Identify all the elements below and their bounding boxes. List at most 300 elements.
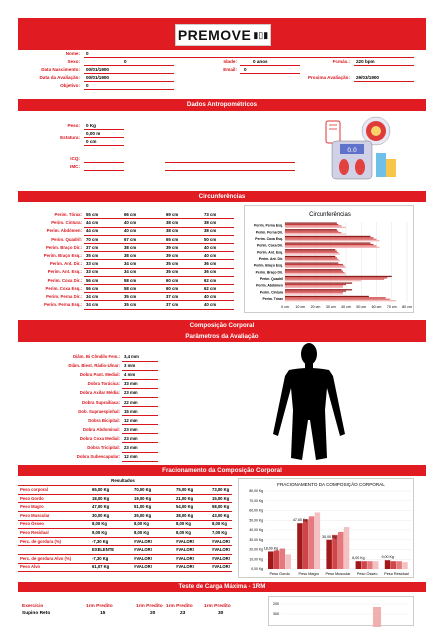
circ-cell: 44 cm bbox=[86, 228, 99, 234]
circ-cell: 33 cm bbox=[86, 261, 99, 267]
frac-ytick: 40,00 Kg bbox=[249, 528, 263, 533]
circ-bar bbox=[285, 291, 346, 292]
frac-cell: 65,00 Kg bbox=[92, 487, 110, 492]
circ-bar bbox=[285, 273, 346, 274]
circ-cell: 35 cm bbox=[124, 294, 137, 299]
rm-exercise-value: Supino Reto bbox=[22, 611, 51, 616]
circ-category-label: Perim. Cintura bbox=[259, 290, 283, 295]
circ-row-label: Perim. Tórax: bbox=[54, 212, 82, 217]
circ-cell: 40 cm bbox=[204, 294, 217, 299]
frac-ytick: 20,00 Kg bbox=[249, 547, 263, 552]
frac-row-line bbox=[18, 571, 232, 572]
frac-row-label: Peso Ósseo bbox=[20, 521, 44, 527]
comp-row-label: Dob. Supraespinhal: bbox=[78, 408, 120, 414]
frac-bar bbox=[268, 551, 274, 569]
circ-bar bbox=[285, 300, 396, 301]
frac-cell: 30,00 Kg bbox=[92, 512, 110, 518]
rm-pred-value: 30 bbox=[218, 611, 224, 616]
nome-label: Nome: bbox=[65, 51, 80, 56]
frac-bar bbox=[367, 561, 373, 569]
comp-row-label: Dobra Pant. Medial: bbox=[79, 372, 120, 378]
peso-label: Peso: bbox=[67, 123, 80, 128]
circ-cell: 40 cm bbox=[204, 253, 217, 258]
circ-cell: 60 cm bbox=[166, 277, 179, 283]
circ-category-label: Perim. Coxa Dir. bbox=[256, 243, 283, 248]
circ-category-label: Perim. Abdómen bbox=[256, 283, 283, 288]
circ-bar bbox=[285, 223, 337, 224]
circ-bar bbox=[285, 224, 338, 225]
frac-cell: #VALOR! bbox=[212, 538, 231, 544]
rm-chart bbox=[268, 596, 414, 626]
circ-row-label: Perim. Perna Esq.: bbox=[44, 302, 82, 308]
frac-cell: #VALOR! bbox=[134, 547, 153, 553]
logo-text: PREMOVE bbox=[177, 27, 252, 43]
circ-cell: 35 cm bbox=[166, 261, 179, 267]
circ-cell: 55 cm bbox=[86, 212, 99, 217]
antropo-header: Dados Antropométricos bbox=[18, 99, 426, 111]
circ-bar bbox=[285, 253, 340, 254]
rm-pred-label: 1rm Predito bbox=[86, 604, 113, 609]
frac-ytick: 50,00 Kg bbox=[249, 518, 263, 523]
circ-xtick: 80 cm bbox=[402, 305, 412, 309]
circ-bar bbox=[285, 289, 352, 290]
frac-cell: 8,00 Kg bbox=[176, 521, 191, 527]
circ-cell: 35 cm bbox=[124, 302, 137, 308]
circ-bar bbox=[285, 251, 337, 252]
frac-ytick: 30,00 Kg bbox=[249, 537, 263, 542]
circ-row-line bbox=[84, 276, 234, 277]
imc-underline bbox=[84, 170, 124, 171]
frac-data-label: 9,00 Kg bbox=[381, 555, 394, 560]
circ-bar bbox=[285, 227, 346, 228]
comp-row-line bbox=[122, 361, 158, 362]
comp-title: Composição Corporal bbox=[189, 322, 255, 329]
frac-cell: EXELENTE bbox=[92, 547, 115, 553]
frac-cell: 19,00 Kg bbox=[134, 495, 152, 501]
fcmax-value: 220 bpm bbox=[356, 59, 375, 64]
frac-cell: #VALOR! bbox=[176, 564, 195, 570]
comp-row-label: Dobra Subescapular: bbox=[76, 454, 120, 460]
obj-label: Objetivo: bbox=[60, 83, 80, 88]
frac-bar bbox=[344, 527, 350, 569]
circ-bar bbox=[285, 284, 346, 285]
frac-data-label: 18,00 Kg bbox=[263, 546, 279, 551]
frac-cell: -7,30 Kg bbox=[92, 555, 109, 561]
comp-row-line bbox=[122, 442, 158, 443]
circ-bar bbox=[285, 271, 343, 272]
comp-row-line bbox=[122, 433, 158, 434]
obj-underline bbox=[84, 89, 174, 90]
circ-bar bbox=[285, 292, 343, 293]
circ-cell: 38 cm bbox=[166, 220, 179, 226]
circ-cell: 34 cm bbox=[86, 294, 99, 299]
circ-row-label: Perim. Cintura: bbox=[51, 220, 82, 226]
estatura-m-underline bbox=[84, 137, 124, 138]
scale-illustration bbox=[318, 113, 398, 181]
rm-exercise-label: Exercício bbox=[22, 604, 44, 609]
circ-cell: 37 cm bbox=[166, 294, 179, 299]
circ-row-label: Perim. Quadril: bbox=[51, 236, 82, 242]
idade-label: Idade: bbox=[223, 59, 237, 64]
frac-row-label: Peso corporal bbox=[20, 487, 48, 492]
circ-category-label: Perim. Tórax bbox=[262, 296, 283, 301]
circ-category-label: Perim. Braço Dir. bbox=[255, 270, 283, 275]
nasc-value: 00/01/1900 bbox=[86, 67, 109, 72]
imc-desc-underline bbox=[165, 170, 295, 171]
barbell-icon: ▮▯▮ bbox=[253, 29, 269, 40]
circ-bar bbox=[285, 232, 341, 233]
circ-bar bbox=[285, 287, 343, 288]
frac-cell: #VALOR! bbox=[212, 547, 231, 553]
circ-row-line bbox=[84, 218, 234, 219]
frac-ytick: 10,00 Kg bbox=[249, 557, 263, 562]
frac-cell: 8,00 Kg bbox=[92, 521, 107, 527]
frac-cell: 61,07 Kg bbox=[92, 564, 110, 570]
circ-cell: 56 cm bbox=[86, 277, 99, 283]
circ-row-label: Perim. Ant. Esq.: bbox=[47, 269, 82, 275]
circ-bar bbox=[285, 225, 341, 226]
frac-cell: 8,00 Kg bbox=[134, 530, 149, 535]
circ-row-label: Perim. Perna Dir.: bbox=[46, 294, 82, 299]
circ-cell: 38 cm bbox=[124, 244, 137, 250]
imc-label: IMC: bbox=[70, 164, 80, 169]
frac-category-label: Peso Muscular bbox=[325, 572, 351, 576]
estatura-cm-underline bbox=[84, 145, 124, 146]
circ-cell: 38 cm bbox=[204, 220, 217, 226]
circ-row-label: Perim. Ant. Dir.: bbox=[49, 261, 82, 267]
circ-bar bbox=[285, 231, 338, 232]
circ-row-label: Perim. Abdómen: bbox=[46, 228, 82, 234]
rm-ytick: 200 bbox=[273, 602, 279, 607]
frac-cell: 21,00 Kg bbox=[176, 495, 194, 501]
frac-row-line bbox=[18, 520, 232, 521]
frac-row-line bbox=[18, 528, 232, 529]
circ-category-label: Perim. Ant. Dir. bbox=[258, 256, 283, 261]
comp-row-value: 23 mm bbox=[124, 390, 138, 396]
circ-xtick: 10 cm bbox=[295, 305, 306, 309]
prox-underline bbox=[354, 81, 414, 82]
frac-cell: 7,00 Kg bbox=[212, 530, 227, 535]
aval-underline bbox=[84, 81, 174, 82]
comp-row-label: Dobra Tricipital: bbox=[87, 445, 120, 450]
results-label: Resultados bbox=[111, 478, 135, 483]
circ-xtick: 60 cm bbox=[371, 305, 382, 309]
icq-desc-underline bbox=[165, 162, 295, 163]
circ-bar bbox=[285, 293, 343, 294]
circ-cell: 50 cm bbox=[204, 236, 217, 242]
circ-bar bbox=[285, 297, 386, 298]
circ-cell: 62 cm bbox=[204, 285, 217, 291]
nasc-label: Data Nascimento: bbox=[41, 67, 80, 72]
rm-pred-label: 1rm Predito bbox=[166, 604, 193, 609]
comp-row-line bbox=[122, 379, 158, 380]
circ-cell: 40 cm bbox=[204, 302, 217, 308]
comp-row-label: Dobra Coxa Medial: bbox=[79, 435, 120, 441]
circ-bar bbox=[285, 267, 346, 268]
logo-box bbox=[175, 24, 271, 46]
circ-category-label: Perim. Ant. Esq. bbox=[257, 250, 283, 255]
circ-cell: 65 cm bbox=[166, 236, 179, 242]
email-value: 0 bbox=[244, 67, 247, 72]
estatura-cm-value: 0 cm bbox=[86, 139, 97, 144]
rm-ytick: 300 bbox=[273, 612, 279, 617]
frac-row-line bbox=[18, 563, 232, 564]
frac-cell: #VALOR! bbox=[212, 555, 231, 561]
circ-category-label: Perim. Perna Esq. bbox=[254, 223, 283, 228]
frac-cell: 35,00 Kg bbox=[134, 512, 152, 518]
circ-row-line bbox=[84, 259, 234, 260]
circ-bar bbox=[285, 272, 344, 273]
circ-bar bbox=[285, 245, 377, 246]
circ-bar bbox=[285, 265, 344, 266]
circ-cell: 34 cm bbox=[86, 302, 99, 308]
comp-row-line bbox=[122, 397, 158, 398]
idade-value: 0 anos bbox=[253, 59, 268, 64]
comp-subtitle: Parâmetros da Avaliação bbox=[185, 333, 259, 340]
circ-cell: 33 cm bbox=[86, 269, 99, 275]
circ-xtick: 70 cm bbox=[386, 305, 397, 309]
peso-underline bbox=[84, 129, 124, 130]
frac-cell: 73,00 Kg bbox=[212, 487, 230, 492]
circ-bar bbox=[285, 283, 352, 284]
frac-header: Fracionamento da Composição Corporal bbox=[18, 465, 426, 476]
circ-cell: 69 cm bbox=[166, 212, 179, 217]
circ-bar bbox=[285, 296, 369, 297]
frac-bar bbox=[373, 561, 379, 569]
circ-bar bbox=[285, 269, 341, 270]
comp-row-value: 3 mm bbox=[124, 363, 136, 369]
comp-row-value: 4 mm bbox=[124, 372, 136, 378]
circ-header: Circunferências bbox=[18, 191, 426, 202]
frac-row-label: Peso Alvo bbox=[20, 564, 41, 570]
comp-row-value: 23 mm bbox=[124, 426, 138, 432]
comp-row-label: Diâm. Biest. Rádio-Ulnar: bbox=[68, 363, 120, 369]
comp-row-value: 23 mm bbox=[124, 435, 138, 441]
circ-category-label: Perim. Quadril bbox=[259, 276, 283, 281]
circ-category-label: Perim. Coxa Esq. bbox=[255, 236, 283, 241]
comp-row-line bbox=[122, 461, 158, 462]
circ-bar bbox=[285, 229, 337, 230]
circ-xtick: 50 cm bbox=[356, 305, 367, 309]
frac-cell: 8,00 Kg bbox=[134, 521, 149, 527]
circ-row-line bbox=[84, 251, 234, 252]
svg-text:0.0: 0.0 bbox=[347, 147, 357, 154]
sexo-value: 0 bbox=[124, 59, 127, 64]
prox-label: Proxima Avaliação: bbox=[307, 75, 350, 80]
frac-cell: 70,00 Kg bbox=[134, 487, 152, 492]
circ-row-label: Perim. Braço Esq.: bbox=[43, 253, 82, 258]
frac-bar bbox=[303, 519, 309, 569]
frac-category-label: Peso Residual bbox=[384, 572, 409, 576]
circ-cell: 34 cm bbox=[124, 261, 137, 267]
circ-cell: 35 cm bbox=[166, 269, 179, 275]
frac-row-label: Peso Residual bbox=[20, 530, 49, 535]
frac-bar bbox=[280, 549, 286, 569]
peso-value: 0 Kg bbox=[86, 123, 96, 128]
circ-cell: 35 cm bbox=[86, 253, 99, 258]
circ-bar bbox=[285, 279, 384, 280]
frac-ytick: 60,00 Kg bbox=[249, 508, 263, 513]
frac-cell: 51,00 Kg bbox=[134, 504, 152, 510]
comp-row-label: Diâm. Bi Côndilo Fem.: bbox=[72, 354, 120, 359]
rm-header: Teste de Carga Máxima - 1RM bbox=[18, 582, 426, 592]
comp-row-line bbox=[122, 452, 158, 453]
circ-cell: 56 cm bbox=[86, 285, 99, 291]
idade-underline bbox=[240, 65, 300, 66]
frac-bar bbox=[309, 516, 315, 569]
frac-data-label: 30,00 Kg bbox=[322, 534, 337, 539]
circ-cell: 38 cm bbox=[204, 228, 217, 234]
circ-bar bbox=[285, 259, 338, 260]
frac-cell: 8,00 Kg bbox=[212, 521, 227, 527]
frac-row-label: Perc. de gordura Alvo (%) bbox=[20, 555, 72, 561]
frac-cell: 8,00 Kg bbox=[176, 530, 191, 535]
rm-pred-value: 23 bbox=[180, 611, 186, 616]
circ-row-label: Perim. Coxa Esq.: bbox=[45, 285, 82, 291]
circ-row-line bbox=[84, 268, 234, 269]
comp-row-line bbox=[122, 415, 158, 416]
frac-row-label: Peso Magro bbox=[20, 504, 44, 510]
frac-category-label: Peso Gordo bbox=[269, 572, 290, 576]
nasc-underline bbox=[84, 73, 174, 74]
frac-bar bbox=[332, 535, 338, 569]
circ-cell: 39 cm bbox=[166, 253, 179, 258]
comp-row-label: Dobra Axilar Média: bbox=[79, 390, 120, 396]
frac-cell: #VALOR! bbox=[134, 564, 153, 570]
comp-row-value: 22 mm bbox=[124, 399, 138, 405]
estatura-m-value: 0,00 m bbox=[86, 131, 101, 136]
circ-cell: 62 cm bbox=[204, 277, 217, 283]
frac-chart bbox=[238, 478, 414, 578]
comp-row-label: Dobra Suprailíaca: bbox=[82, 399, 120, 405]
frac-cell: 54,00 Kg bbox=[176, 504, 194, 510]
aval-label: Data da Avaliação: bbox=[39, 75, 80, 80]
circ-bar bbox=[285, 249, 335, 250]
circ-bar bbox=[285, 264, 343, 265]
circ-xtick: 40 cm bbox=[341, 305, 351, 309]
circ-cell: 40 cm bbox=[204, 244, 217, 250]
circ-xtick: 0 cm bbox=[281, 305, 289, 309]
frac-cell: 75,00 Kg bbox=[176, 487, 194, 492]
frac-cell: 47,00 Kg bbox=[92, 504, 110, 510]
circ-bar bbox=[285, 277, 387, 278]
circ-bar bbox=[285, 233, 346, 234]
frac-cell: -7,30 Kg bbox=[92, 538, 109, 544]
aval-value: 00/01/1900 bbox=[86, 75, 109, 80]
frac-cell: #VALOR! bbox=[134, 538, 153, 544]
circ-cell: 58 cm bbox=[124, 285, 137, 291]
comp-row-value: 15 mm bbox=[124, 408, 138, 414]
comp-row-line bbox=[122, 388, 158, 389]
fcmax-underline bbox=[354, 65, 414, 66]
frac-bar bbox=[356, 561, 362, 569]
prox-value: 29/03/1900 bbox=[356, 75, 379, 80]
frac-bar bbox=[391, 561, 397, 569]
comp-row-label: Dobra Bicipital: bbox=[88, 417, 120, 423]
frac-row-label: Perc. de gordura (%) bbox=[20, 538, 61, 544]
rm-pred-label: 1rm Predito bbox=[136, 604, 163, 609]
comp-row-value: 23 mm bbox=[124, 445, 138, 450]
frac-data-label: 8,00 Kg bbox=[352, 556, 365, 561]
circ-cell: 40 cm bbox=[124, 220, 137, 226]
frac-bar bbox=[385, 560, 391, 569]
circ-chart-title: Circunferências bbox=[309, 212, 351, 218]
frac-category-label: Peso Ósseo bbox=[356, 572, 378, 576]
frac-bar bbox=[402, 562, 408, 569]
circ-cell: 36 cm bbox=[204, 269, 217, 275]
circ-bar bbox=[285, 276, 392, 277]
circ-cell: 58 cm bbox=[124, 277, 137, 283]
circ-bar bbox=[285, 260, 340, 261]
circ-row-line bbox=[84, 227, 234, 228]
circ-row-line bbox=[84, 243, 234, 244]
frac-cell: 58,00 Kg bbox=[212, 504, 230, 510]
frac-cell: 38,00 Kg bbox=[176, 512, 194, 518]
circ-bar bbox=[285, 247, 380, 248]
circ-cell: 36 cm bbox=[204, 261, 217, 267]
frac-bar bbox=[338, 532, 344, 569]
obj-value: 0 bbox=[86, 83, 89, 88]
circ-cell: 39 cm bbox=[166, 244, 179, 250]
circ-bar bbox=[285, 257, 337, 258]
circ-row-label: Perim. Braço Dir.: bbox=[45, 244, 82, 250]
circ-xtick: 30 cm bbox=[325, 305, 336, 309]
circ-row-line bbox=[84, 300, 234, 301]
comp-row-value: 33 mm bbox=[124, 381, 138, 387]
comp-row-line bbox=[122, 406, 158, 407]
frac-data-label: 47,00 Kg bbox=[292, 518, 308, 523]
frac-row-line bbox=[18, 502, 232, 503]
circ-cell: 34 cm bbox=[124, 269, 137, 275]
circ-row-line bbox=[84, 235, 234, 236]
circ-bar bbox=[285, 263, 338, 264]
frac-bar bbox=[315, 512, 321, 569]
frac-cell: #VALOR! bbox=[212, 564, 231, 570]
icq-underline bbox=[84, 162, 124, 163]
circ-bar bbox=[285, 256, 335, 257]
circ-bar bbox=[285, 236, 370, 237]
circ-bar bbox=[285, 239, 377, 240]
frac-row-line bbox=[18, 511, 232, 512]
comp-row-value: 12 mm bbox=[124, 454, 138, 460]
email-underline bbox=[240, 73, 300, 74]
circ-bar bbox=[285, 237, 373, 238]
circ-bar bbox=[285, 240, 380, 241]
results-underline bbox=[18, 485, 232, 486]
sexo-label: Sexo: bbox=[67, 59, 80, 64]
frac-bar bbox=[285, 554, 291, 569]
circ-cell: 40 cm bbox=[124, 228, 137, 234]
circ-cell: 66 cm bbox=[124, 212, 137, 217]
circ-category-label: Perim. Perna Dir. bbox=[255, 230, 283, 235]
rm-pred-value: 20 bbox=[150, 611, 156, 616]
email-label: Email: bbox=[223, 67, 237, 72]
circ-bar bbox=[285, 244, 373, 245]
frac-chart-title: FRACIONAMENTO DA COMPOSIÇÃO CORPORAL bbox=[277, 482, 385, 487]
circ-bar bbox=[285, 285, 343, 286]
circ-cell: 73 cm bbox=[204, 212, 217, 217]
circ-bar bbox=[285, 280, 361, 281]
circ-row-line bbox=[84, 292, 234, 293]
frac-category-label: Peso Magro bbox=[298, 572, 320, 576]
comp-row-label: Dobra Torácica: bbox=[87, 381, 120, 387]
frac-cell: #VALOR! bbox=[176, 538, 195, 544]
sexo-underline bbox=[84, 65, 174, 66]
circ-row-line bbox=[84, 284, 234, 285]
circ-cell: 38 cm bbox=[166, 228, 179, 234]
comp-row-value: 3,4 mm bbox=[124, 354, 139, 359]
frac-row-line bbox=[18, 545, 232, 546]
